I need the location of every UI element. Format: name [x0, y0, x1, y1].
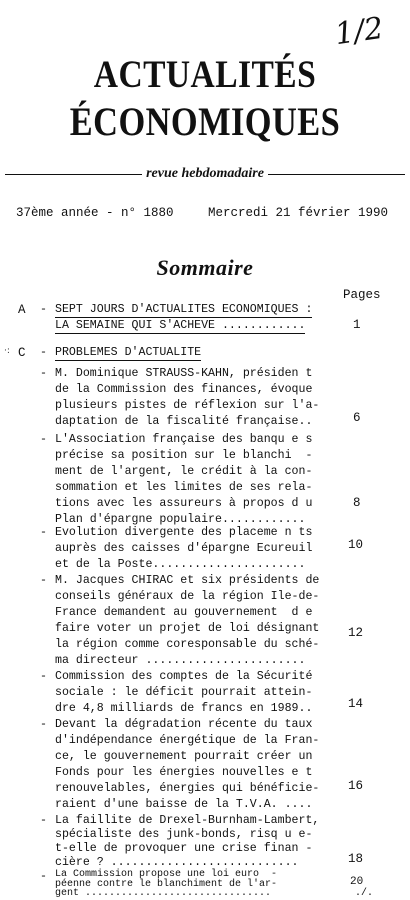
item-7-line1: La faillite de Drexel-Burnham-Lambert, [55, 814, 320, 827]
item-6-page: 16 [348, 779, 364, 793]
subtitle: revue hebdomadaire [146, 166, 264, 181]
item-7-page: 18 [348, 852, 364, 866]
item-3-line1: Evolution divergente des placeme n ts [55, 526, 313, 539]
item-5-line1: Commission des comptes de la Sécurité [55, 670, 313, 683]
item-2-line2: précise sa position sur le blanchi - [55, 449, 313, 462]
item-5-line3: dre 4,8 milliards de francs en 1989.. [55, 702, 313, 715]
item-dash: - [40, 367, 47, 380]
item-2-line5: tions avec les assureurs à propos d u [55, 497, 313, 510]
margin-smudge: ·: [4, 346, 10, 356]
item-8-line3: gent ............................... [55, 888, 272, 899]
item-3-line3: et de la Poste...................... [55, 558, 306, 571]
item-dash: - [40, 574, 47, 587]
item-8-line2: péenne contre le blanchiment de l'ar- [55, 879, 278, 890]
subtitle-row [5, 166, 405, 182]
item-dash: - [40, 718, 47, 731]
section-letter-c: C [18, 346, 26, 360]
masthead-title-line2: ÉCONOMIQUES [69, 99, 341, 144]
item-6-line3: ce, le gouvernement pourrait créer un [55, 750, 313, 763]
handwritten-page-note: 1/2 [332, 10, 386, 53]
item-6-line6: raient d'une baisse de la T.V.A. .... [55, 798, 313, 811]
item-1-line3: plusieurs pistes de réflexion sur l'a- [55, 399, 320, 412]
item-8-page: 20 [350, 876, 364, 888]
item-6-line1: Devant la dégradation récente du taux [55, 718, 313, 731]
item-7-line4: cière ? ........................... [55, 856, 299, 869]
item-1-line1: M. Dominique STRAUSS-KAHN, présiden t [55, 367, 313, 380]
item-2-line4: sommation et les limites de ses rela- [55, 481, 313, 494]
item-4-line1: M. Jacques CHIRAC et six présidents de [55, 574, 320, 587]
item-4-page: 12 [348, 626, 364, 640]
pages-column-label: Pages [343, 288, 381, 302]
item-6-line5: renouvelables, énergies qui bénéficie- [55, 782, 320, 795]
item-8-line1: La Commission propose une loi euro - [55, 869, 278, 880]
item-1-line4: daptation de la fiscalité française.. [55, 415, 313, 428]
item-4-line2: conseils généraux de la région Ile-de- [55, 590, 320, 603]
item-1-page: 6 [353, 411, 361, 425]
section-a-page: 1 [353, 318, 361, 332]
item-6-line4: Fonds pour les énergies nouvelles e t [55, 766, 313, 779]
item-7-line2: spécialiste des junk-bonds, risq u e- [55, 828, 313, 841]
section-a-title-line2: LA SEMAINE QUI S'ACHEVE ............ [55, 319, 306, 332]
right-rule [268, 174, 405, 175]
item-4-line3: France demandent au gouvernement d e [55, 606, 313, 619]
item-7-line3: t-elle de provoquer une crise finan - [55, 842, 313, 855]
sommaire-heading: Sommaire [156, 255, 254, 280]
item-4-line6: ma directeur ....................... [55, 654, 306, 667]
continuation-mark: ./. [355, 888, 374, 899]
item-2-line6: Plan d'épargne populaire............ [55, 513, 306, 526]
item-4-line5: la région comme coresponsable du sché- [55, 638, 320, 651]
item-3-line2: auprès des caisses d'épargne Ecureuil [55, 542, 313, 555]
item-6-line2: d'indépendance énergétique de la Fran- [55, 734, 320, 747]
issue-date: Mercredi 21 février 1990 [208, 206, 389, 220]
item-3-page: 10 [348, 538, 364, 552]
item-1-line2: de la Commission des finances, évoque [55, 383, 313, 396]
section-a-title-line1: SEPT JOURS D'ACTUALITES ECONOMIQUES : [55, 303, 313, 316]
section-dash: - [40, 346, 47, 359]
section-letter-a: A [18, 303, 26, 317]
item-dash: - [40, 526, 47, 539]
item-2-line1: L'Association française des banqu e s [55, 433, 313, 446]
left-rule [5, 174, 142, 175]
item-5-line2: sociale : le déficit pourrait attein- [55, 686, 313, 699]
item-4-line4: faire voter un projet de loi désignant [55, 622, 320, 635]
item-5-page: 14 [348, 697, 364, 711]
item-2-page: 8 [353, 496, 361, 510]
item-dash: - [40, 433, 47, 446]
item-2-line3: ment de l'argent, le crédit à la con- [55, 465, 313, 478]
item-dash: - [40, 814, 47, 827]
item-dash: - [40, 870, 47, 883]
section-dash: - [40, 303, 47, 316]
item-dash: - [40, 670, 47, 683]
section-c-title: PROBLEMES D'ACTUALITE [55, 346, 202, 359]
issue-number: 37ème année - n° 1880 [16, 206, 174, 220]
masthead-title-line1: ACTUALITÉS [93, 53, 317, 96]
